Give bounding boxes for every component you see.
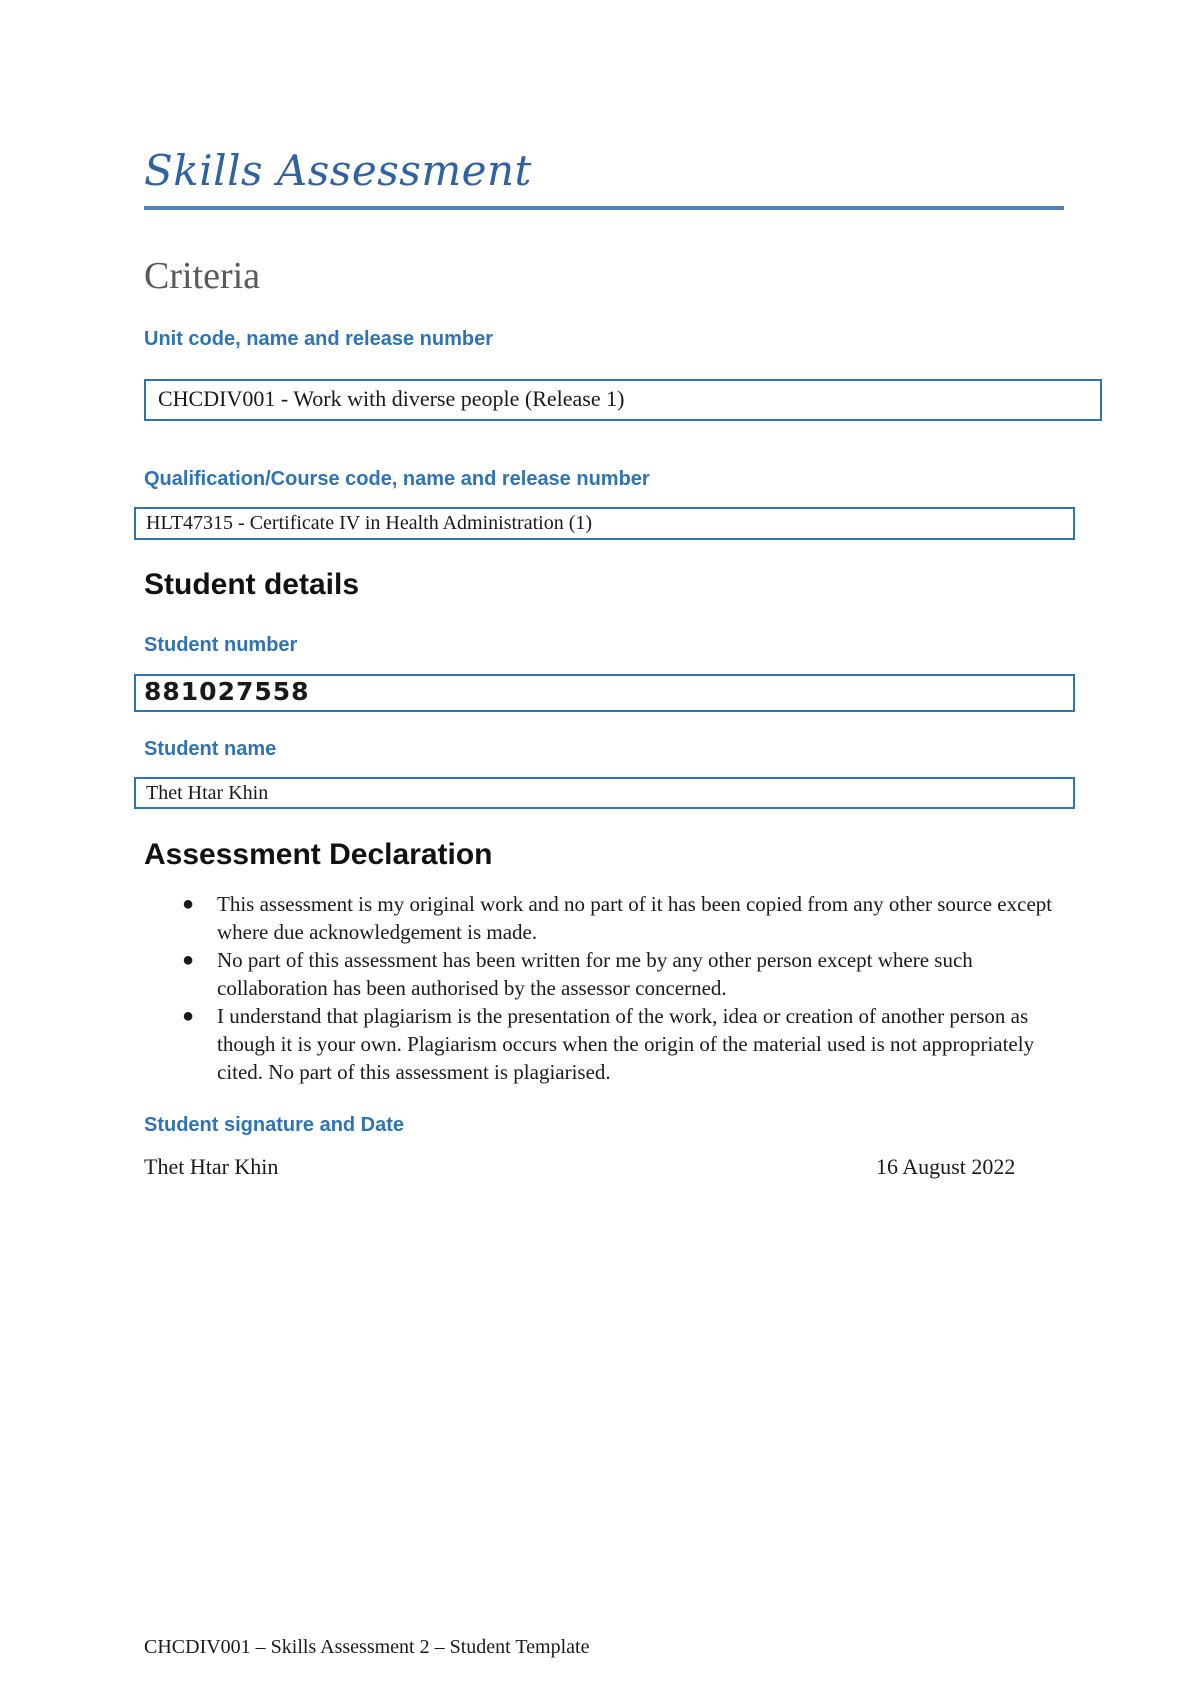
declaration-item [144,946,1084,1002]
qualification-value: HLT47315 - Certificate IV in Health Administration (1) [146,512,593,534]
declaration-item [144,890,1084,946]
student-name-label: Student name [144,738,277,760]
student-number-field[interactable] [134,674,1075,712]
bullet-icon: ● [182,949,195,971]
title-underline [144,206,1064,210]
signature-date: 16 August 2022 [876,1154,1016,1179]
student-number-value: 881027558 [144,677,310,706]
unit-code-label: Unit code, name and release number [144,328,493,350]
page-footer: CHCDIV001 – Skills Assessment 2 – Student Template [144,1636,590,1658]
qualification-label: Qualification/Course code, name and release number [144,468,650,490]
declaration-list [144,890,1084,1086]
signature-name: Thet Htar Khin [144,1154,279,1179]
document-title: Skills Assessment [144,146,532,195]
declaration-item-text: No part of this assessment has been written for me by any other person except where such collaboration has been authorised by the assessor concerned. [217,948,973,1000]
bullet-icon: ● [182,893,195,915]
student-details-heading: Student details [144,568,360,601]
declaration-heading: Assessment Declaration [144,838,493,871]
student-number-label: Student number [144,634,298,656]
declaration-item [144,1002,1084,1086]
qualification-field[interactable] [134,507,1075,540]
criteria-heading: Criteria [144,255,261,297]
unit-code-field[interactable] [144,379,1102,421]
student-name-field[interactable] [134,777,1075,809]
unit-code-value: CHCDIV001 - Work with diverse people (Release 1) [158,386,625,411]
declaration-item-text: This assessment is my original work and no part of it has been copied from any other source except where due acknowledgement is made. [217,892,1053,944]
signature-label: Student signature and Date [144,1114,405,1136]
declaration-item-text: I understand that plagiarism is the presentation of the work, idea or creation of another person as though it is your own. Plagiarism occurs when the origin of the material used is not appropriately cited. No part of this assessment is plagiarised. [217,1004,1035,1084]
bullet-icon: ● [182,1005,195,1027]
student-name-value: Thet Htar Khin [146,782,269,804]
